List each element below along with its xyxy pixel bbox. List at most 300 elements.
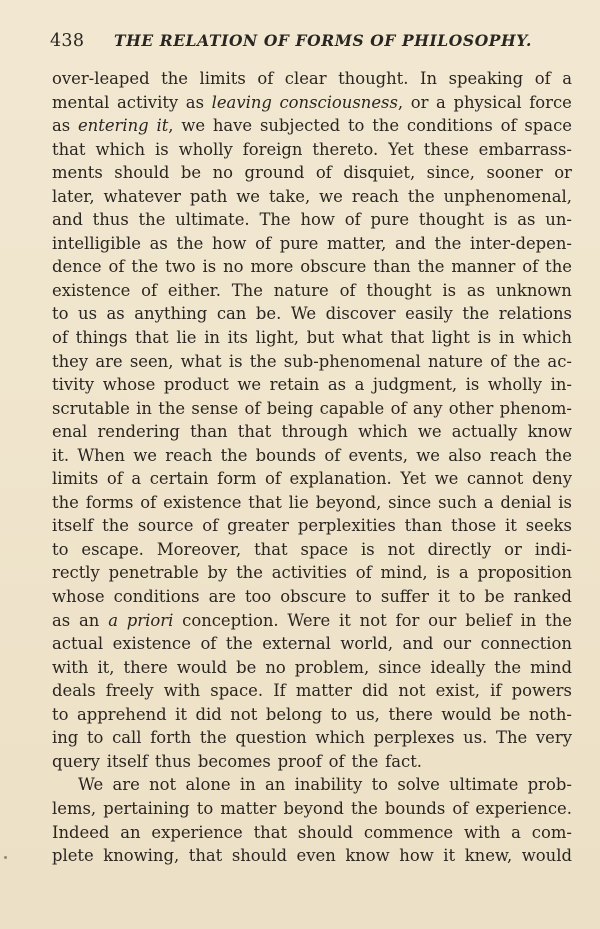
word: subjected [259, 116, 341, 136]
word: as [466, 280, 485, 300]
word: did [362, 681, 389, 701]
word: which [315, 728, 365, 748]
word: of [390, 398, 407, 418]
word: if [490, 681, 502, 701]
word: us, [355, 704, 380, 724]
word: an [79, 610, 100, 630]
word: If [273, 681, 286, 701]
word: powers [511, 681, 572, 701]
word: Were [287, 610, 331, 630]
word: existence [112, 634, 191, 654]
word: seen, [129, 351, 174, 371]
running-title: THE RELATION OF FORMS OF PHILOSOPHY. [114, 31, 532, 50]
word: in [520, 610, 537, 630]
word: obscure [300, 257, 367, 277]
word: no [265, 657, 286, 677]
word: it, [156, 116, 174, 136]
word: they [52, 351, 89, 371]
page-header [50, 28, 572, 54]
word: reach [165, 445, 213, 465]
word: there [388, 704, 433, 724]
word: scrutable [52, 398, 130, 418]
word: we [434, 469, 459, 489]
word: whatever [103, 186, 181, 206]
word: can [216, 304, 247, 324]
word: prob- [527, 775, 572, 795]
text-line [52, 255, 572, 279]
word: Yet [400, 469, 426, 489]
text-line [52, 91, 572, 115]
word: limits [199, 69, 246, 88]
word: is [477, 328, 492, 348]
word: perplexes [373, 728, 455, 748]
word: of [522, 257, 539, 277]
word: we [133, 445, 157, 465]
word: not [398, 681, 426, 701]
word: that [248, 492, 282, 512]
word: relations [498, 304, 572, 324]
word: know [345, 846, 390, 866]
word: thought. [338, 69, 409, 88]
text-line [52, 350, 572, 374]
word: the [545, 257, 572, 277]
word: are [208, 587, 236, 607]
word: matter [295, 681, 352, 701]
word: activity [117, 92, 179, 112]
word: foreign [242, 139, 303, 159]
word: itself [52, 516, 94, 536]
word: thus [154, 751, 191, 771]
word: in [136, 398, 152, 418]
word: commence [363, 822, 454, 842]
word: lie [176, 328, 197, 348]
word: our [428, 610, 457, 630]
text-line [52, 467, 572, 491]
word: have [212, 116, 253, 136]
word: not [230, 704, 258, 724]
word: The [259, 210, 291, 230]
word: what [341, 328, 383, 348]
word: the [462, 304, 490, 324]
word: of [265, 469, 281, 489]
word: of [52, 328, 68, 348]
word: should [297, 822, 354, 842]
word: apprehend [77, 704, 167, 724]
word: a [483, 492, 494, 512]
word: the [513, 351, 541, 371]
word: the [434, 233, 462, 253]
word: either. [167, 280, 221, 300]
word: events, [348, 445, 408, 465]
word: or [554, 163, 572, 183]
text-line [52, 444, 572, 468]
word: is [442, 280, 456, 300]
text-line [52, 302, 572, 326]
word: the [372, 116, 400, 136]
word: the [158, 398, 186, 418]
word: the [350, 798, 378, 818]
word: there [123, 657, 168, 677]
word: the [199, 728, 227, 748]
word: an [120, 822, 141, 842]
word: also [448, 445, 482, 465]
word: the [225, 634, 253, 654]
word: query [52, 751, 100, 771]
text-line [52, 821, 572, 845]
word: through [281, 422, 348, 442]
word: limits [52, 469, 99, 489]
word: activities [271, 563, 347, 583]
word: as [149, 233, 168, 253]
word: which [522, 328, 572, 348]
word: how [399, 846, 434, 866]
word: are [112, 775, 140, 795]
word: which [358, 422, 408, 442]
word: know [527, 422, 572, 442]
text-line [52, 797, 572, 821]
word: physical [453, 92, 522, 112]
word: deals [52, 681, 96, 701]
word: as [52, 116, 71, 136]
text-line [52, 138, 572, 162]
word: very [535, 728, 572, 748]
word: form [217, 469, 257, 489]
word: the [131, 257, 159, 277]
word: we [236, 186, 261, 206]
word: to [52, 304, 69, 324]
word: the [52, 492, 79, 512]
word: consciousness, [279, 92, 404, 112]
word: of [452, 798, 469, 818]
word: would [176, 657, 228, 677]
word: conditions [113, 587, 200, 607]
word: belong [265, 704, 323, 724]
word: other [448, 398, 494, 418]
word: clear [284, 69, 327, 88]
word: us [78, 304, 97, 324]
body-text [52, 67, 572, 868]
word: no [212, 163, 234, 183]
word: lie [288, 492, 309, 512]
word: of [257, 69, 274, 88]
word: more [250, 257, 294, 277]
word: rendering [97, 422, 180, 442]
word: forms [85, 492, 134, 512]
word: over-leaped [52, 69, 150, 88]
word: of [106, 469, 123, 489]
word: inter-depen- [470, 233, 572, 253]
word: of [324, 445, 341, 465]
word: should [231, 846, 287, 866]
word: the [176, 233, 204, 253]
word: matter, [326, 233, 387, 253]
word: but [306, 328, 335, 348]
word: to [355, 587, 372, 607]
word: light, [255, 328, 299, 348]
word: noth- [528, 704, 572, 724]
word: should [114, 163, 170, 183]
word: cannot [466, 469, 524, 489]
word: the [249, 351, 277, 371]
word: leaving [211, 92, 272, 112]
text-line [52, 750, 572, 774]
word: than [190, 422, 228, 442]
word: external [262, 634, 331, 654]
text-line [52, 114, 572, 138]
word: is [558, 492, 572, 512]
word: not [387, 539, 415, 559]
word: that [253, 822, 288, 842]
word: the [545, 610, 572, 630]
word: existence [163, 492, 242, 512]
word: Yet [388, 139, 414, 159]
word: The [496, 728, 528, 748]
word: is [202, 257, 217, 277]
word: fact. [385, 751, 422, 771]
text-line [52, 679, 572, 703]
word: not [149, 775, 177, 795]
word: would [441, 704, 492, 724]
word: alone [185, 775, 231, 795]
word: of [534, 69, 551, 88]
word: is [465, 375, 480, 395]
word: ing [52, 728, 79, 748]
word: judgment, [372, 375, 458, 395]
word: it [505, 516, 517, 536]
word: com- [531, 822, 572, 842]
word: ultimate. [175, 210, 250, 230]
word: source [137, 516, 194, 536]
word: is [154, 139, 169, 159]
word: it [438, 587, 450, 607]
word: perplexities [297, 516, 396, 536]
word: be [500, 704, 521, 724]
word: priori [126, 610, 174, 630]
word: it, [97, 657, 115, 677]
word: reach [489, 445, 537, 465]
page-number: 438 [50, 31, 85, 51]
word: mind, [380, 563, 428, 583]
word: tivity [52, 375, 95, 395]
word: later, [52, 186, 95, 206]
word: manner [451, 257, 516, 277]
word: freely [105, 681, 154, 701]
word: bounds [384, 798, 446, 818]
word: knew, [464, 846, 513, 866]
word: any [412, 398, 443, 418]
word: would [521, 846, 572, 866]
word: a [562, 69, 572, 88]
word: or [410, 92, 429, 112]
word: that [52, 139, 86, 159]
word: greater [227, 516, 290, 536]
word: our [442, 634, 472, 654]
word: of [328, 751, 345, 771]
word: indi- [534, 539, 572, 559]
word: dence [52, 257, 102, 277]
word: of [255, 233, 272, 253]
word: intelligible [52, 233, 141, 253]
word: speaking [448, 69, 524, 88]
word: Indeed [52, 822, 110, 842]
word: the [138, 210, 166, 230]
word: directly [427, 539, 492, 559]
word: the [407, 186, 435, 206]
word: a [354, 375, 365, 395]
text-line [52, 585, 572, 609]
word: un- [545, 210, 572, 230]
word: of [244, 398, 261, 418]
word: seeks [525, 516, 572, 536]
word: ultimate [449, 775, 519, 795]
word: ments [52, 163, 103, 183]
word: to [330, 704, 348, 724]
word: experience [151, 822, 243, 842]
word: space [300, 539, 349, 559]
word: is [493, 210, 508, 230]
word: those [451, 516, 497, 536]
word: than [404, 516, 443, 536]
word: conditions [406, 116, 493, 136]
word: unknown [495, 280, 572, 300]
word: pure [370, 210, 410, 230]
word: of [202, 516, 219, 536]
word: beyond, [315, 492, 382, 512]
word: product [163, 375, 229, 395]
word: penetrable [108, 563, 199, 583]
word: nature [427, 351, 483, 371]
word: is [361, 539, 375, 559]
text-line [52, 161, 572, 185]
word: since, [426, 163, 475, 183]
text-line [52, 326, 572, 350]
word: in- [550, 375, 572, 395]
word: an [264, 775, 286, 795]
word: ground [244, 163, 305, 183]
word: did [195, 704, 222, 724]
word: is [436, 563, 451, 583]
word: we [319, 186, 343, 206]
word: are [95, 351, 123, 371]
word: to [52, 704, 69, 724]
word: plete [52, 846, 94, 866]
word: whose [102, 375, 156, 395]
word: the [494, 657, 522, 677]
word: that [390, 328, 425, 348]
word: its [227, 328, 248, 348]
word: be [180, 163, 202, 183]
word: no [223, 257, 244, 277]
word: We [290, 304, 317, 324]
word: becomes [197, 751, 271, 771]
word: the [417, 257, 445, 277]
word: two [165, 257, 196, 277]
word: of [141, 280, 158, 300]
word: space. [210, 681, 264, 701]
word: as [185, 92, 204, 112]
word: not [359, 610, 387, 630]
word: space [524, 116, 572, 136]
word: that [188, 846, 223, 866]
word: The [231, 280, 263, 300]
word: conception. [182, 610, 279, 630]
word: the [545, 445, 572, 465]
word: as [327, 375, 347, 395]
word: such [438, 492, 477, 512]
text-line [52, 232, 572, 256]
text-line [52, 561, 572, 585]
word: than [373, 257, 411, 277]
word: by [207, 563, 228, 583]
word: obscure [280, 587, 347, 607]
word: entering [77, 116, 149, 136]
word: that [237, 422, 272, 442]
word: thought [366, 280, 432, 300]
word: We [78, 775, 104, 795]
word: which [95, 139, 146, 159]
word: ac- [547, 351, 572, 371]
word: pure [279, 233, 319, 253]
text-line [52, 538, 572, 562]
word: what [180, 351, 222, 371]
word: even [296, 846, 336, 866]
word: a [511, 822, 521, 842]
text-line [52, 397, 572, 421]
word: of [355, 563, 372, 583]
word: knowing, [103, 846, 180, 866]
word: how [300, 210, 335, 230]
word: existence [52, 280, 131, 300]
word: of [108, 257, 125, 277]
word: experience. [475, 798, 572, 818]
text-line [52, 514, 572, 538]
word: it [443, 846, 456, 866]
word: is [228, 351, 243, 371]
word: of [500, 116, 517, 136]
word: bounds [255, 445, 317, 465]
text-line [52, 609, 572, 633]
word: sooner [486, 163, 543, 183]
word: retain [269, 375, 320, 395]
word: in [204, 328, 220, 348]
text-line [52, 185, 572, 209]
word: as [517, 210, 536, 230]
word: Moreover, [156, 539, 242, 559]
word: pertaining [103, 798, 190, 818]
word: path [189, 186, 228, 206]
word: solve [397, 775, 440, 795]
word: since [388, 492, 432, 512]
word: the [161, 69, 188, 88]
word: and [52, 210, 83, 230]
word: to [458, 587, 476, 607]
word: for [395, 610, 420, 630]
word: sub-phenomenal [283, 351, 421, 371]
word: phenom- [499, 398, 572, 418]
word: question [235, 728, 307, 748]
word: we [181, 116, 206, 136]
word: with [52, 657, 89, 677]
word: denial [500, 492, 552, 512]
word: the [351, 751, 379, 771]
word: In [420, 69, 438, 88]
word: we [416, 445, 440, 465]
word: be. [255, 304, 282, 324]
word: reach [351, 186, 399, 206]
word: embarrass- [478, 139, 572, 159]
word: to [196, 798, 214, 818]
word: enal [52, 422, 88, 442]
